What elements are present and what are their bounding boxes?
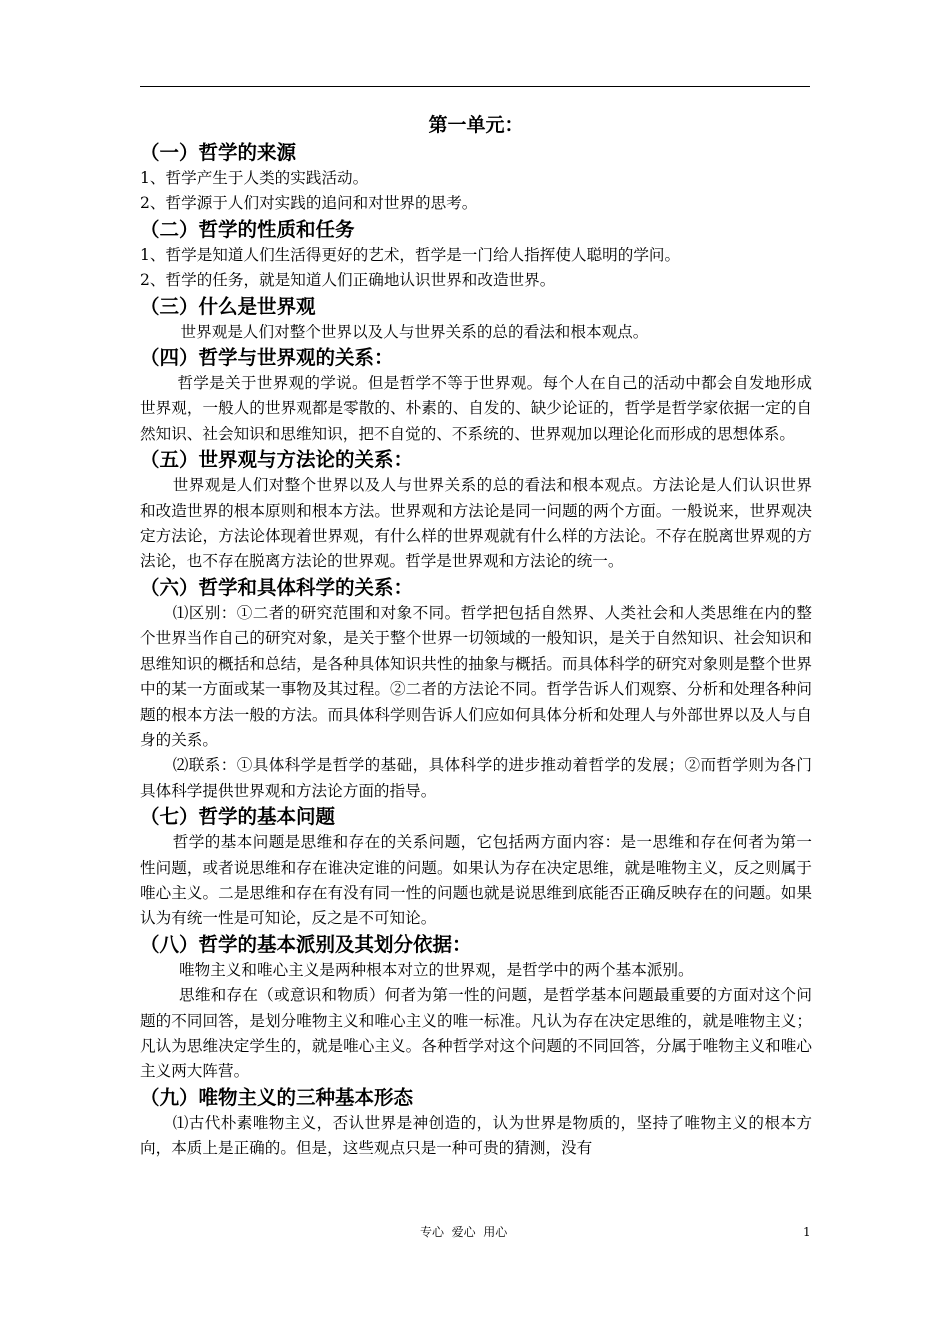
list-line: 1、哲学产生于人类的实践活动。 [140,169,369,187]
section-heading: （九）唯物主义的三种基本形态 [140,1085,414,1109]
page-number: 1 [803,1225,811,1239]
paragraph: 哲学是关于世界观的学说。但是哲学不等于世界观。每个人在自己的活动中都会自发地形成世界观，一般人的世界观都是零散的、朴素的、自发的、缺少论证的，哲学是哲学家依据一定的自然知识、社会知识和思维知识，把不自觉的、不系统的、世界观加以理论化而形成的思想体系。 [140,374,812,443]
list-line: 2、哲学的任务，就是知道人们正确地认识世界和改造世界。 [140,271,556,290]
section-heading: （七）哲学的基本问题 [140,805,336,829]
section-heading: （二）哲学的性质和任务 [140,217,355,241]
section-heading: （一）哲学的来源 [140,141,297,164]
section-heading: （五）世界观与方法论的关系： [140,448,414,472]
paragraph: 世界观是人们对整个世界以及人与世界关系的总的看法和根本观点。方法论是人们认识世界和改造世界的根本原则和根本方法。世界观和方法论是同一问题的两个方面。一般说来，世界观决定方法论，方法论体现着世界观，有什么样的世界观就有什么样的方法论。不存在脱离世界观的方法论，也不存在脱离方法论的世界观。哲学是世界观和方法论的统一。 [140,476,812,571]
list-line: 2、哲学源于人们对实践的追问和对世界的思考。 [140,194,478,213]
footer-motto: 专心 爱心 用心 [420,1225,508,1239]
document-body [140,108,812,1162]
list-line: 1、哲学是知道人们生活得更好的艺术，哲学是一门给人指挥使人聪明的学问。 [140,245,681,264]
unit-title: 第一单元： [428,114,524,136]
paragraph: ⑴古代朴素唯物主义，否认世界是神创造的，认为世界是物质的，坚持了唯物主义的根本方向，本质上是正确的。但是，这些观点只是一种可贵的猜测，没有 [140,1113,812,1158]
section-heading: （六）哲学和具体科学的关系： [140,575,414,599]
section-heading: （八）哲学的基本派别及其划分依据： [140,932,472,956]
paragraph: 世界观是人们对整个世界以及人与世界关系的总的看法和根本观点。 [180,322,649,341]
header-rule [140,86,810,87]
paragraph: ⑴区别：①二者的研究范围和对象不同。哲学把包括自然界、人类社会和人类思维在内的整个世界当作自己的研究对象，是关于整个世界一切领域的一般知识，是关于自然知识、社会知识和思维知识的概括和总结，是各种具体知识共性的抽象与概括。而具体科学的研究对象则是整个世界中的某一方面或某一事物及其过程。②二者的方法论不同。哲学告诉人们观察、分析和处理各种问题的根本方法一般的方法。而具体科学则告诉人们应如何具体分析和处理人与外部世界以及人与自身的关系。 [140,603,812,749]
section-heading: （四）哲学与世界观的关系： [140,346,394,370]
section-heading: （三）什么是世界观 [140,294,316,318]
paragraph: 唯物主义和唯心主义是两种根本对立的世界观，是哲学中的两个基本派别。 [179,960,694,979]
paragraph: ⑵联系：①具体科学是哲学的基础，具体科学的进步推动着哲学的发展；②而哲学则为各门具体科学提供世界观和方法论方面的指导。 [140,756,812,800]
paragraph: 哲学的基本问题是思维和存在的关系问题，它包括两方面内容：是一思维和存在何者为第一性问题，或者说思维和存在谁决定谁的问题。如果认为存在决定思维，就是唯物主义，反之则属于唯心主义。二是思维和存在有没有同一性的问题也就是说思维到底能否正确反映存在的问题。如果认为有统一性是可知论，反之是不可知论。 [140,833,812,928]
paragraph: 思维和存在（或意识和物质）何者为第一性的问题，是哲学基本问题最重要的方面对这个问题的不同回答，是划分唯物主义和唯心主义的唯一标准。凡认为存在决定思维的，就是唯物主义；凡认为思维决定学生的，就是唯心主义。各种哲学对这个问题的不同回答，分属于唯物主义和唯心主义两大阵营。 [140,986,812,1081]
